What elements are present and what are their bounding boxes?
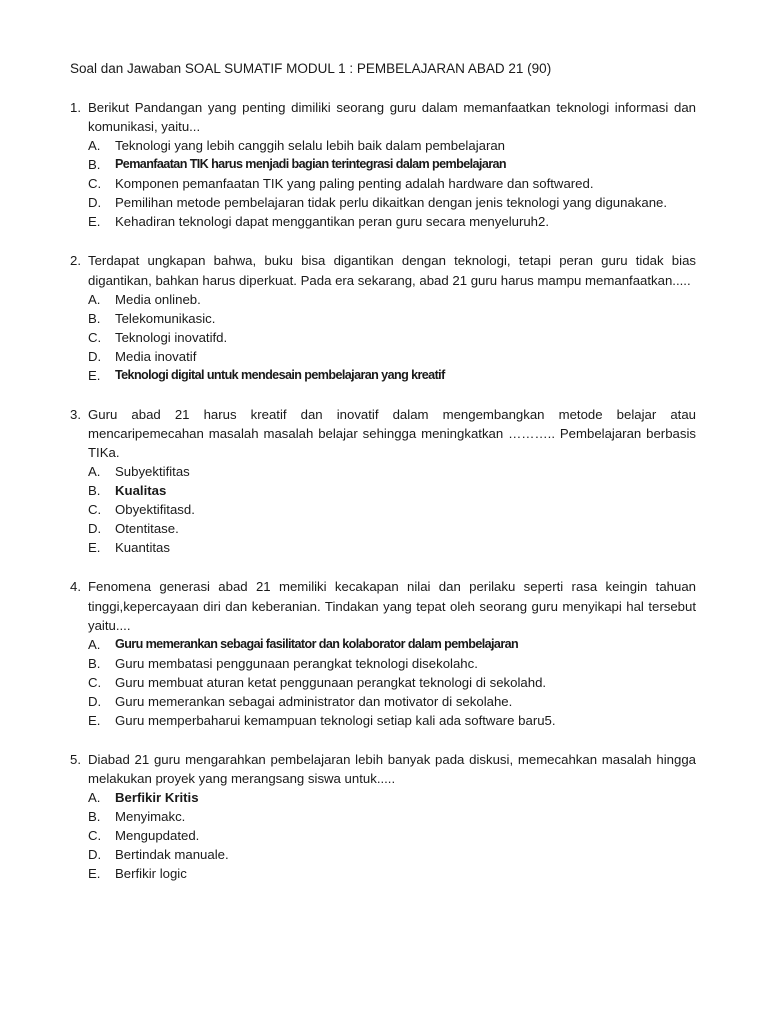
option-item (88, 500, 696, 519)
option-text: Teknologi inovatifd. (115, 329, 228, 345)
option-text: Telekomunikasic. (115, 310, 216, 326)
question-number: 5. (70, 752, 81, 768)
option-item (88, 807, 696, 826)
option-text: Kehadiran teknologi dapat menggantikan peran guru secara menyeluruh2. (115, 214, 550, 230)
document-title: Soal dan Jawaban SOAL SUMATIF MODUL 1 : PEMBELAJARAN ABAD 21 (90) (70, 61, 552, 76)
correct-answer-text: Guru memerankan sebagai fasilitator dan kolaborator dalam pembelajaran (115, 637, 519, 652)
option-list (88, 635, 696, 730)
option-item (88, 654, 696, 673)
option-text: Menyimakc. (115, 809, 186, 825)
option-letter: B. (88, 656, 101, 672)
option-item (88, 212, 696, 231)
option-letter: C. (88, 675, 102, 691)
question-1 (70, 98, 696, 231)
option-item (88, 538, 696, 557)
option-letter: C. (88, 502, 102, 518)
option-letter: B. (88, 483, 101, 499)
option-item (88, 136, 696, 155)
option-item (88, 845, 696, 864)
option-letter: D. (88, 521, 102, 537)
option-text: Otentitase. (115, 521, 179, 537)
correct-answer-text: Berfikir Kritis (115, 790, 199, 806)
option-text: Berfikir logic (115, 866, 187, 882)
option-letter: B. (88, 157, 101, 173)
question-text: Guru abad 21 harus kreatif dan inovatif dalam mengembangkan metode belajar atau mencaripemecahan masalah masalah belajar sehingga meningkatkan ……….. Pembelajaran berbasis TIKa. (88, 406, 696, 461)
option-item (88, 692, 696, 711)
option-item (88, 462, 696, 481)
option-list (88, 462, 696, 557)
option-item (88, 193, 696, 212)
option-letter: D. (88, 694, 102, 710)
option-item (88, 864, 696, 883)
option-item (88, 290, 696, 309)
option-list (88, 136, 696, 231)
question-number: 3. (70, 406, 81, 422)
question-number: 1. (70, 100, 81, 115)
option-list (88, 290, 696, 385)
option-text: Mengupdated. (115, 828, 200, 844)
option-letter: E. (88, 866, 101, 882)
option-text: Media onlineb. (115, 291, 201, 307)
option-letter: C. (88, 176, 102, 192)
question-text: Terdapat ungkapan bahwa, buku bisa digantikan dengan teknologi, tetapi peran guru tidak bias digantikan, bahkan harus diperkuat. Pada era sekarang, abad 21 guru harus mampu memanfaatkan..... (88, 253, 696, 288)
option-letter: C. (88, 329, 102, 345)
option-item (88, 711, 696, 730)
option-text: Pemilihan metode pembelajaran tidak perlu dikaitkan dengan jenis teknologi yang digunakane. (115, 195, 668, 211)
question-3 (70, 405, 696, 558)
option-text: Teknologi yang lebih canggih selalu lebih baik dalam pembelajaran (115, 138, 506, 154)
option-text: Guru memerankan sebagai administrator dan motivator di sekolahe. (115, 694, 513, 710)
correct-answer-text: Pemanfaatan TIK harus menjadi bagian terintegrasi dalam pembelajaran (115, 157, 507, 172)
question-text: Berikut Pandangan yang penting dimiliki seorang guru dalam memanfaatkan teknologi informasi dan komunikasi, yaitu... (88, 100, 696, 135)
option-item (88, 635, 696, 654)
option-item (88, 673, 696, 692)
option-item (88, 155, 696, 174)
option-text: Obyektifitasd. (115, 502, 195, 518)
option-letter: D. (88, 195, 102, 211)
question-4 (70, 577, 696, 730)
option-item (88, 826, 696, 845)
option-item (88, 481, 696, 500)
question-text: Fenomena generasi abad 21 memiliki kecakapan nilai dan perilaku seperti rasa keingin tahuan tinggi,kepercayaan diri dan keberanian. Tindakan yang tepat oleh seorang guru menyikapi hal tersebut yaitu.... (88, 579, 696, 633)
correct-answer-text: Kualitas (115, 483, 167, 499)
option-item (88, 174, 696, 193)
option-text: Komponen pemanfaatan TIK yang paling penting adalah hardware dan softwared. (115, 176, 594, 192)
option-item (88, 309, 696, 328)
option-letter: E. (88, 367, 101, 383)
question-text: Diabad 21 guru mengarahkan pembelajaran lebih banyak pada diskusi, memecahkan masalah hingga melakukan proyek yang merangsang siswa untuk..... (88, 752, 696, 787)
option-letter: A. (88, 790, 101, 806)
option-letter: E. (88, 214, 101, 230)
correct-answer-text: Teknologi digital untuk mendesain pembelajaran yang kreatif (115, 367, 445, 382)
question-number: 4. (70, 579, 81, 595)
option-letter: A. (88, 291, 101, 307)
option-letter: A. (88, 464, 101, 480)
question-number: 2. (70, 253, 81, 269)
option-list (88, 788, 696, 883)
option-letter: A. (88, 637, 101, 653)
option-item (88, 328, 696, 347)
option-item (88, 347, 696, 366)
option-text: Guru membuat aturan ketat penggunaan perangkat teknologi di sekolahd. (115, 675, 547, 691)
option-text: Guru memperbaharui kemampuan teknologi setiap kali ada software baru5. (115, 713, 556, 729)
option-letter: E. (88, 713, 101, 729)
option-text: Subyektifitas (115, 464, 190, 480)
option-item (88, 788, 696, 807)
option-letter: D. (88, 847, 102, 863)
question-list (70, 98, 696, 883)
option-letter: C. (88, 828, 102, 844)
option-letter: E. (88, 540, 101, 556)
option-letter: D. (88, 348, 102, 364)
option-text: Kuantitas (115, 540, 170, 556)
option-item (88, 519, 696, 538)
question-5 (70, 750, 696, 883)
question-2 (70, 251, 696, 384)
option-letter: A. (88, 138, 101, 154)
option-letter: B. (88, 809, 101, 825)
option-text: Media inovatif (115, 348, 197, 364)
option-letter: B. (88, 310, 101, 326)
option-text: Guru membatasi penggunaan perangkat teknologi disekolahc. (115, 656, 478, 672)
option-text: Bertindak manuale. (115, 847, 229, 863)
option-item (88, 366, 696, 385)
